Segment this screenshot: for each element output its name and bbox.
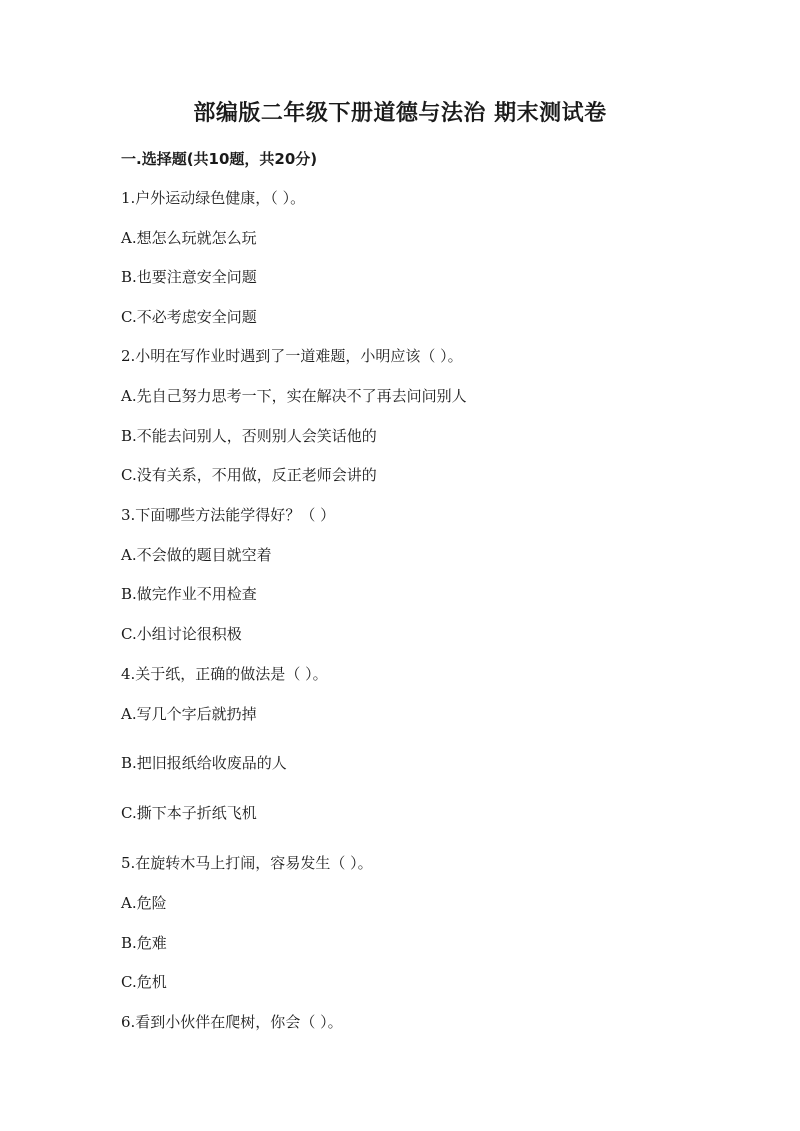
- question-stem: 1.户外运动绿色健康，（ ）。: [121, 189, 306, 207]
- question-stem: 2.小明在写作业时遇到了一道难题，小明应该（ ）。: [121, 347, 463, 365]
- question-stem: 3.下面哪些方法能学得好？（ ）: [121, 506, 336, 524]
- option-b: B.也要注意安全问题: [121, 268, 257, 286]
- option-c: C.撕下本子折纸飞机: [121, 804, 257, 822]
- option-b: B.把旧报纸给收废品的人: [121, 754, 287, 772]
- option-a: A.不会做的题目就空着: [121, 546, 272, 564]
- option-a: A.想怎么玩就怎么玩: [121, 229, 257, 247]
- question-stem: 4.关于纸，正确的做法是（ ）。: [121, 665, 328, 683]
- question-stem: 5.在旋转木马上打闹，容易发生（ ）。: [121, 854, 373, 872]
- option-a: A.写几个字后就扔掉: [121, 705, 257, 723]
- option-b: B.做完作业不用检查: [121, 585, 257, 603]
- option-c: C.危机: [121, 973, 167, 991]
- option-a: A.危险: [121, 894, 167, 912]
- option-a: A.先自己努力思考一下，实在解决不了再去问问别人: [121, 387, 467, 405]
- question-stem: 6.看到小伙伴在爬树，你会（ ）。: [121, 1013, 343, 1031]
- option-c: C.不必考虑安全问题: [121, 308, 257, 326]
- option-b: B.不能去问别人，否则别人会笑话他的: [121, 427, 377, 445]
- page-title: 部编版二年级下册道德与法治 期末测试卷: [193, 101, 607, 126]
- option-b: B.危难: [121, 934, 167, 952]
- option-c: C.没有关系，不用做，反正老师会讲的: [121, 466, 377, 484]
- option-c: C.小组讨论很积极: [121, 625, 242, 643]
- section-heading: 一.选择题(共10题，共20分): [121, 150, 318, 168]
